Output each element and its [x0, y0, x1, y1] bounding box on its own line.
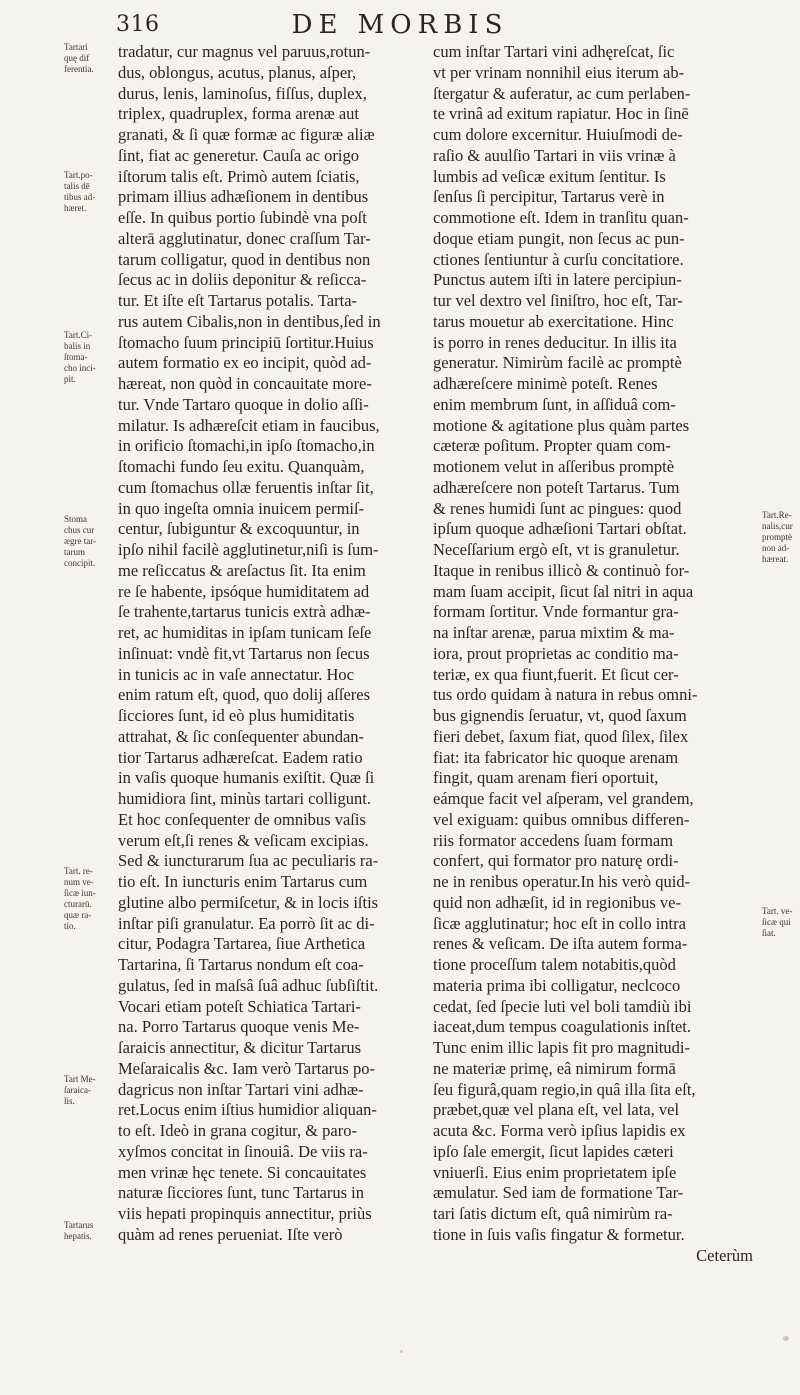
page-number: 316 — [116, 12, 160, 37]
text-line: tione in ſuis vaſis fingatur & formetur. — [433, 1224, 685, 1244]
margin-note-line: tibus ad- — [64, 192, 96, 202]
text-line: granati, & ſi quæ formæ ac figuræ aliæ — [118, 125, 375, 144]
text-line: vt per vrinam nonnihil eius iterum ab- — [433, 62, 685, 82]
text-line: in quo ingeſta omnia inuicem permiſ- — [118, 498, 365, 518]
text-line: eámque facit vel aſperam, vel grandem, — [433, 789, 694, 808]
text-line: Punctus autem iſti in latere percipiun- — [433, 270, 682, 290]
text-line: rus autem Cibalis,non in dentibus,ſed in — [118, 311, 381, 331]
margin-note-line: ſiat. — [762, 928, 776, 938]
text-line: adhæreſcere non poteſt Tartarus. Tum — [433, 477, 680, 497]
text-line: ctiones ſentiuntur à curſu concitatiore. — [433, 249, 684, 269]
margin-note-line: tarum — [64, 547, 85, 557]
text-line: ne in renibus operatur.In his verò quid- — [433, 872, 691, 891]
text-line: enim ratum eſt, quod, quo dolij aſſeres — [118, 685, 371, 705]
text-line: Itaque in renibus illicò & continuò for- — [433, 560, 690, 580]
text-line: ne materiæ primę, eâ nimirum formā — [433, 1058, 676, 1078]
text-line: iora, prout proprietas ac conditio ma- — [433, 643, 679, 663]
margin-note-line: Tart.Re- — [762, 510, 792, 520]
text-line: re ſe habente, ipsóque humiditatem ad — [118, 581, 370, 601]
left-text-column — [118, 42, 428, 1246]
text-line: cum inſtar Tartari vini adhęreſcat, ſic — [433, 42, 675, 61]
text-line: cedat, ſed ſpecie luti vel boli tamdiù ibi — [433, 996, 692, 1016]
text-line: Sed & iuncturarum ſua ac peculiaris ra- — [118, 851, 379, 871]
margin-note-tart-vesicae — [762, 906, 792, 939]
text-line: ſicciores ſunt, id eò plus humiditatis — [118, 706, 355, 725]
text-line: tarus mouetur ab exercitatione. Hinc — [433, 311, 674, 331]
text-line: xyſmos concitat in ſinouiâ. De viis ra- — [118, 1141, 368, 1161]
text-line: attrahat, & ſic conſequenter abundan- — [118, 726, 365, 746]
text-line: dus, oblongus, acutus, planus, aſper, — [118, 62, 357, 82]
text-line: men vrinæ hęc tenete. Si concauitates — [118, 1162, 367, 1182]
text-line: to eſt. Ideò in grana cogitur, & paro- — [118, 1121, 357, 1140]
text-line: inſinuat: vndè fit,vt Tartarus non ſecus — [118, 643, 370, 663]
text-line: riis formator accedens ſuam formam — [433, 830, 674, 850]
text-line: ſint, fiat ac generetur. Cauſa ac origo — [118, 145, 359, 165]
text-line: tarum colligatur, quod in dentibus non — [118, 249, 371, 269]
margin-note-line: pit. — [64, 374, 76, 384]
margin-note-stomachus — [64, 514, 96, 569]
margin-note-line: num ve- — [64, 877, 94, 887]
text-line: tus ordo quidam à natura in rebus omni- — [433, 685, 698, 705]
text-line: quid non adhæſit, id in regionibus ve- — [433, 892, 681, 912]
text-line: ſtomachi fundo ſeu exitu. Quanquàm, — [118, 457, 365, 476]
text-line: tione proceſſum talem notabitis,quòd — [433, 955, 676, 974]
catchword: Ceterùm — [696, 1245, 753, 1265]
text-line: mam ſuam accipit, ſicut ſal nitri in aqua — [433, 581, 694, 601]
text-line: Tartarina, ſi Tartarus nondum eſt coa- — [118, 955, 364, 974]
text-line: hæreat, non quòd in concauitate more- — [118, 374, 372, 393]
text-line: ipſo nihil facilè agglutinetur,niſi is ſum- — [118, 540, 379, 559]
text-line: motione & agitatione plus quàm partes — [433, 415, 690, 435]
text-line: confert, qui formator pro naturę ordi- — [433, 851, 679, 871]
text-line: eſſe. In quibus portio ſubindè vna poſt — [118, 208, 367, 227]
margin-note-line: cturarū. — [64, 899, 92, 909]
text-line: fingit, quam arenam fieri oportuit, — [433, 768, 659, 788]
text-line: generatur. Nimirùm facilè ac promptè — [433, 353, 682, 373]
margin-note-line: quæ ra- — [64, 910, 92, 920]
margin-note-line: ſicæ qui — [762, 917, 791, 927]
text-line: ſenſus ſi percipitur, Tartarus verè in — [433, 187, 665, 207]
text-line: lumbis ad veſicæ exitum ſentitur. Is — [433, 166, 666, 186]
text-line: tior Tartarus adhæreſcat. Eadem ratio — [118, 747, 363, 767]
text-line: Tunc enim illic lapis fit pro magnitudi- — [433, 1038, 690, 1057]
margin-note-line: hæreat. — [762, 554, 789, 564]
margin-note-line: ferentia. — [64, 64, 94, 74]
text-line: præbet,quæ vel plana eſt, vel lata, vel — [433, 1100, 680, 1120]
text-line: autem formatio ex eo incipit, quòd ad- — [118, 353, 372, 373]
text-line: ſicæ agglutinatur; hoc eſt in collo intra — [433, 913, 686, 933]
text-line: ipſum quoque adhæſioni Tartari obſtat. — [433, 519, 687, 539]
text-line: doque etiam pungit, non ſecus ac pun- — [433, 228, 685, 248]
text-line: vniuerſi. Eius enim proprietatem ipſe — [433, 1162, 677, 1182]
text-line: in vaſis quoque humanis exiſtit. Quæ ſi — [118, 768, 375, 788]
margin-note-line: non ad- — [762, 543, 790, 553]
text-line: viis hepati propinquis annectitur, priùs — [118, 1204, 372, 1223]
text-line: bus gignendis ſeruatur, vt, quod ſaxum — [433, 706, 687, 725]
text-line: quàm ad renes perueniat. Iſte verò — [118, 1224, 343, 1244]
text-line: & renes humidi ſunt ac pingues: quod — [433, 498, 682, 518]
text-line: Neceſſarium ergò eſt, vt is granuletur. — [433, 540, 680, 559]
text-line: naturæ ſicciores ſunt, tunc Tartarus in — [118, 1183, 364, 1203]
margin-note-tart-potalis — [64, 170, 95, 214]
text-line: cæteræ poſitum. Propter quam com- — [433, 436, 671, 456]
text-line: te vrinâ ad exitum rapiatur. Hoc in ſinē — [433, 104, 689, 124]
margin-note-line: lis. — [64, 1096, 75, 1106]
text-line: gulatus, ſed in maſsâ ſuâ adhuc ſubſiſtit. — [118, 975, 379, 995]
text-line: milatur. Is adhæreſcit etiam in faucibus, — [118, 415, 380, 435]
margin-note-line: ægre tar- — [64, 536, 97, 546]
margin-note-tart-mesaraicalis — [64, 1074, 96, 1107]
text-line: tur. Et iſte eſt Tartarus potalis. Tarta- — [118, 291, 358, 310]
text-line: tur. Vnde Tartaro quoque in dolio aſſi- — [118, 394, 369, 414]
text-line: citur, Podagra Tartarea, ſiue Arthetica — [118, 934, 366, 954]
text-line: tradatur, cur magnus vel paruus,rotun- — [118, 42, 371, 61]
margin-note-line: Tart.po- — [64, 170, 93, 180]
margin-note-line: Tart. re- — [64, 866, 93, 876]
text-line: glutine albo permiſcetur, & in locis iſtis — [118, 892, 379, 912]
text-line: in orificio ſtomachi,in ipſo ſtomacho,in — [118, 436, 375, 456]
text-line: enim membrum ſunt, in aſſiduâ com- — [433, 394, 676, 414]
text-line: iſtorum talis eſt. Primò autem ſciatis, — [118, 166, 360, 186]
text-line: durus, lenis, laminoſus, fiſſus, duplex, — [118, 83, 367, 103]
text-line: adhæreſcere minimè poteſt. Renes — [433, 374, 658, 393]
margin-note-line: Tartarus — [64, 1220, 94, 1230]
text-line: ret, ac humiditas in ipſam tunicam ſeſe — [118, 623, 372, 642]
margin-note-line: ſaraica- — [64, 1085, 91, 1095]
text-line: motionem velut in aſſeribus promptè — [433, 457, 675, 476]
text-line: is porro in renes deducitur. In illis ita — [433, 332, 677, 352]
text-line: in tunicis ac in vaſe annectatur. Hoc — [118, 664, 354, 684]
margin-note-tart-cibalis — [64, 330, 96, 385]
text-line: materia prima ibi colligatur, neclcoco — [433, 975, 681, 995]
text-line: teriæ, ex qua fiunt,fuerit. Et ſicut cer- — [433, 664, 679, 684]
text-line: tur vel dextro vel ſiniſtro, hoc eſt, Tar- — [433, 291, 683, 310]
text-line: ret.Locus enim iſtius humidior aliquan- — [118, 1100, 377, 1120]
text-line: acuta &c. Forma verò ipſius lapidis ex — [433, 1121, 686, 1140]
text-line: fiat: ita fabricator hic quoque arenam — [433, 747, 679, 767]
margin-note-line: talis dē — [64, 181, 90, 191]
margin-note-line: Tart. ve- — [762, 906, 793, 916]
text-line: dagricus non inſtar Tartari vini adhæ- — [118, 1079, 364, 1099]
paper-fleck — [783, 1336, 789, 1341]
text-line: ſeu figurâ,quam regio,in quâ illa ſita eſt, — [433, 1079, 696, 1099]
paper-fleck — [400, 1350, 403, 1353]
margin-note-line: chus cur — [64, 525, 95, 535]
text-line: ſaraicis annectitur, & dicitur Tartarus — [118, 1038, 361, 1057]
text-line: cum ſtomachus ollæ feruentis inſtar ſit, — [118, 477, 374, 497]
margin-note-tart-renalis — [762, 510, 793, 565]
text-line: renes & veſicam. De iſta autem forma- — [433, 934, 688, 954]
text-line: inſtar piſi granulatur. Ea porrò ſit ac di- — [118, 913, 375, 933]
text-line: me reſiccatus & areſactus ſit. Ita enim — [118, 560, 366, 580]
margin-note-tart-renum — [64, 866, 96, 932]
text-line: tari ſatis dictum eſt, quâ nimirùm ra- — [433, 1204, 673, 1223]
margin-note-line: Tart.Ci- — [64, 330, 93, 340]
text-line: verum eſt,ſi renes & veſicam excipias. — [118, 830, 369, 850]
margin-note-line: quę dif — [64, 53, 90, 63]
text-line: Et hoc conſequenter de omnibus vaſis — [118, 809, 366, 829]
text-line: cum dolore excernitur. Huiuſmodi de- — [433, 125, 683, 144]
text-line: tio eſt. In iuncturis enim Tartarus cum — [118, 872, 368, 891]
text-line: ſtergatur & auferatur, ac cum perlaben- — [433, 83, 691, 103]
text-line: Meſaraicalis &c. Iam verò Tartarus po- — [118, 1058, 375, 1078]
margin-note-line: ſtoma- — [64, 352, 88, 362]
text-line: na inſtar arenæ, parua mixtim & ma- — [433, 623, 675, 642]
margin-note-line: cho inci- — [64, 363, 96, 373]
text-line: raſio & auulſio Tartari in viis vrinæ à — [433, 145, 676, 165]
margin-note-line: Tartari — [64, 42, 88, 52]
margin-note-line: nalis,cur — [762, 521, 793, 531]
margin-note-line: promptè — [762, 532, 792, 542]
margin-note-line: ſicæ iun- — [64, 888, 96, 898]
text-line: ſe trahente,tartarus tunicis extrà adhæ- — [118, 602, 371, 622]
text-line: iaceat,dum tempus coagulationis inſtet. — [433, 1017, 691, 1037]
text-line: na. Porro Tartarus quoque venis Me- — [118, 1017, 360, 1037]
text-line: commotione eſt. Idem in tranſitu quan- — [433, 208, 689, 227]
text-line: fieri debet, ſaxum fiat, quod ſilex, ſilex — [433, 726, 689, 746]
text-line: ipſo ſale emergit, ſicut lapides cæteri — [433, 1141, 674, 1161]
margin-note-line: concipit. — [64, 558, 96, 568]
margin-note-line: balis in — [64, 341, 91, 351]
margin-note-line: Stoma — [64, 514, 88, 524]
margin-note-line: hæret. — [64, 203, 87, 213]
text-line: triplex, quadruplex, forma arenæ aut — [118, 104, 359, 124]
text-line: centur, ſubiguntur & excoquuntur, in — [118, 519, 360, 539]
right-text-column — [433, 42, 753, 1266]
text-line: Vocari etiam poteſt Schiatica Tartari- — [118, 996, 361, 1016]
text-line: primam illius adhæſionem in dentibus — [118, 187, 369, 207]
text-line: ſecus ac in doliis deponitur & reſicca- — [118, 270, 367, 290]
margin-note-tartari-differentia — [64, 42, 94, 75]
text-line: formam ſortitur. Vnde formantur gra- — [433, 602, 679, 622]
text-line: alterā agglutinatur, donec craſſum Tar- — [118, 228, 371, 248]
running-head: DE MORBIS — [291, 10, 509, 40]
text-line: vel exiguam: quibus omnibus differen- — [433, 809, 690, 829]
margin-note-tartarus-hepatis — [64, 1220, 93, 1242]
margin-note-line: Tart Me- — [64, 1074, 96, 1084]
text-line: æmulatur. Sed iam de formatione Tar- — [433, 1183, 684, 1203]
margin-note-line: hepatis. — [64, 1231, 92, 1241]
text-line: humidiora ſint, minùs tartari colligunt. — [118, 789, 371, 808]
text-line: ſtomacho ſuum principiū ſortitur.Huius — [118, 332, 374, 352]
margin-note-line: tio. — [64, 921, 76, 931]
